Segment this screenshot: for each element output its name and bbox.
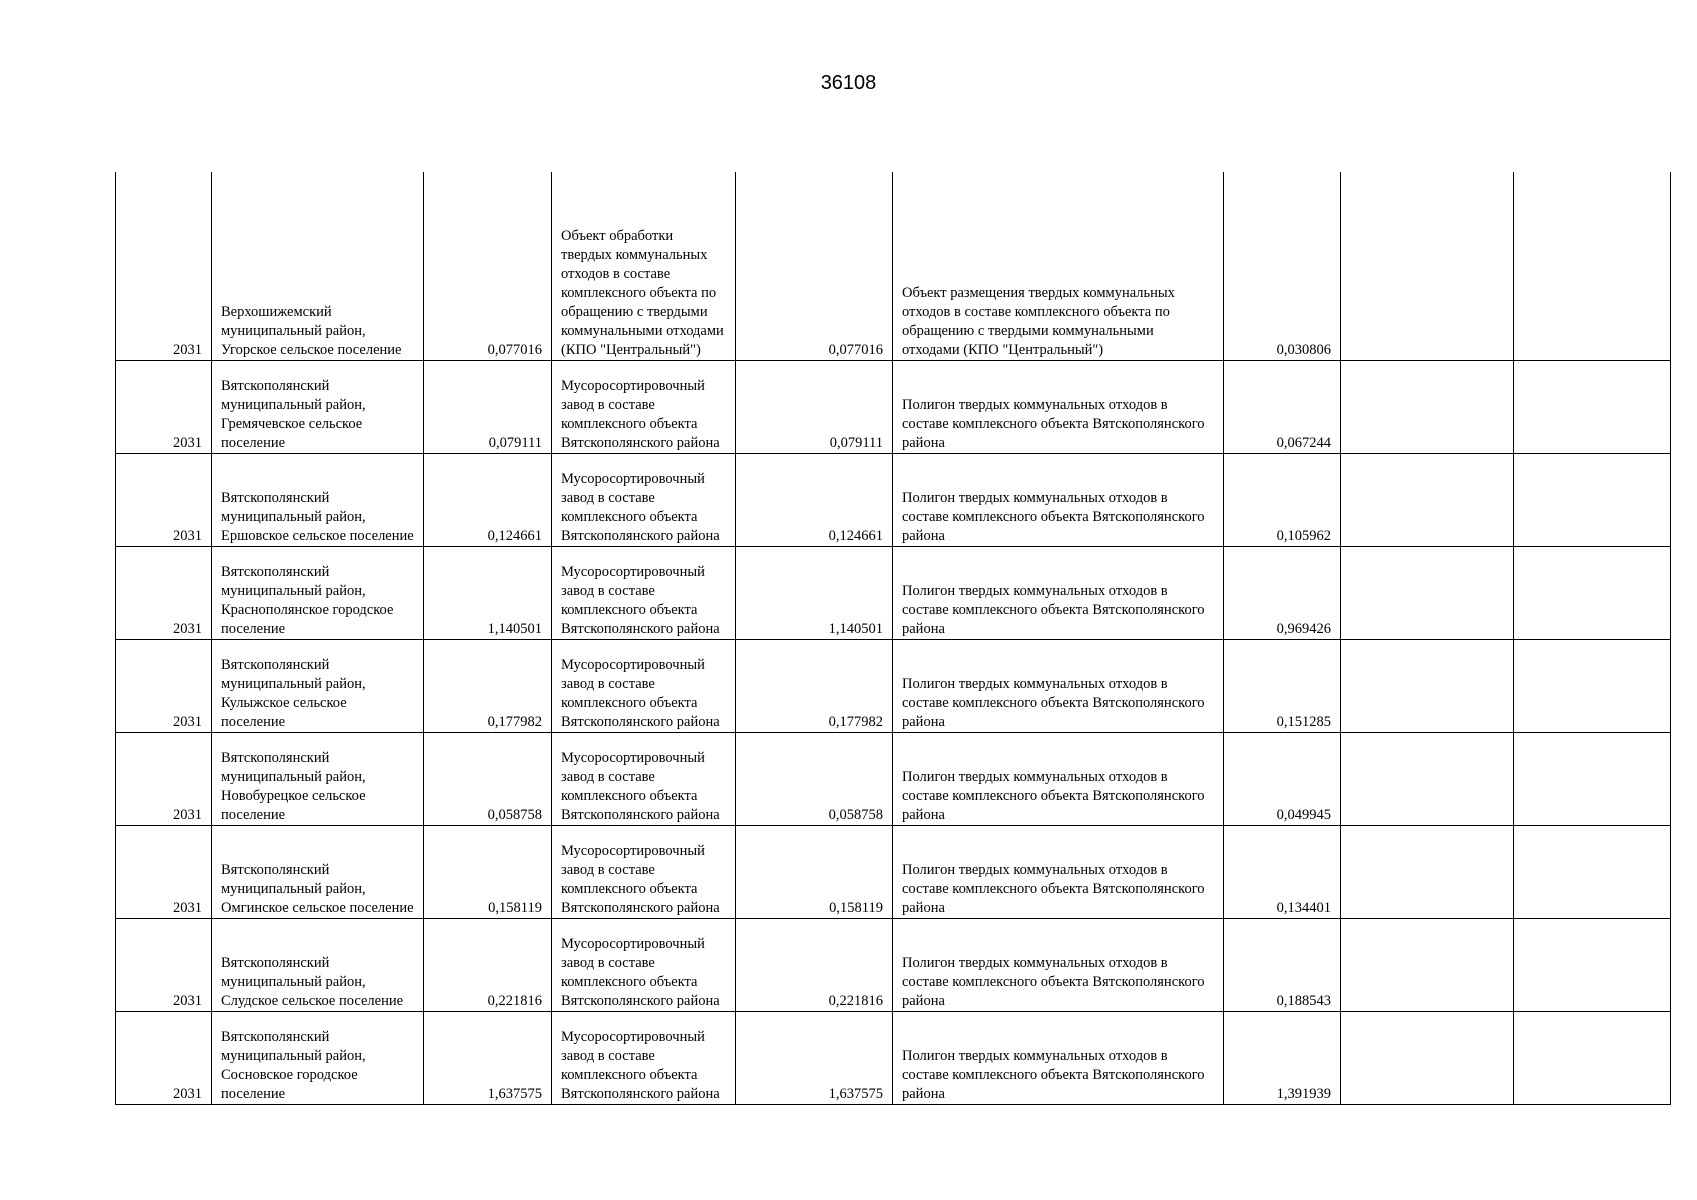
processing-object-cell xyxy=(552,547,736,640)
placement-object-cell xyxy=(893,826,1224,919)
processing-object-name: Мусоросортировочный завод в составе комплексного объекта Вятскополянского района xyxy=(561,1029,720,1102)
municipality-name: Вятскополянский муниципальный район, Краснополянское городское поселение xyxy=(221,564,394,637)
placement-object-cell xyxy=(893,733,1224,826)
year-value: 2031 xyxy=(173,435,202,451)
placement-object-name: Полигон твердых коммунальных отходов в составе комплексного объекта Вятскополянского района xyxy=(902,769,1205,823)
table-body xyxy=(116,172,1671,1105)
mass-processing-cell xyxy=(736,826,893,919)
mass-processing-value: 1,637575 xyxy=(828,1086,883,1102)
municipality-cell xyxy=(212,454,424,547)
year-value: 2031 xyxy=(173,807,202,823)
year-cell xyxy=(116,547,212,640)
empty-cell xyxy=(1341,1012,1514,1105)
processing-object-name: Объект обработки твердых коммунальных отходов в составе комплексного объекта по обращению с твердыми коммунальными отходами (КПО "Центральный") xyxy=(561,228,724,358)
mass-formed-value: 0,079111 xyxy=(488,435,542,451)
table-row xyxy=(116,547,1671,640)
mass-placement-cell xyxy=(1224,547,1341,640)
table-row xyxy=(116,172,1671,361)
mass-processing-cell xyxy=(736,1012,893,1105)
mass-formed-cell xyxy=(424,919,552,1012)
mass-formed-value: 0,158119 xyxy=(488,900,542,916)
mass-processing-cell xyxy=(736,361,893,454)
mass-placement-value: 0,067244 xyxy=(1276,435,1331,451)
empty-cell xyxy=(1514,172,1671,361)
processing-object-name: Мусоросортировочный завод в составе комплексного объекта Вятскополянского района xyxy=(561,471,720,544)
mass-processing-value: 0,077016 xyxy=(828,342,883,358)
mass-placement-value: 0,188543 xyxy=(1276,993,1331,1009)
processing-object-cell xyxy=(552,826,736,919)
empty-cell xyxy=(1341,826,1514,919)
processing-object-cell xyxy=(552,640,736,733)
placement-object-name: Полигон твердых коммунальных отходов в составе комплексного объекта Вятскополянского района xyxy=(902,676,1205,730)
municipality-name: Вятскополянский муниципальный район, Гремячевское сельское поселение xyxy=(221,378,366,451)
year-value: 2031 xyxy=(173,993,202,1009)
empty-cell xyxy=(1514,640,1671,733)
empty-cell xyxy=(1341,547,1514,640)
processing-object-name: Мусоросортировочный завод в составе комплексного объекта Вятскополянского района xyxy=(561,378,720,451)
year-value: 2031 xyxy=(173,1086,202,1102)
mass-formed-cell xyxy=(424,733,552,826)
municipality-cell xyxy=(212,361,424,454)
mass-processing-value: 0,177982 xyxy=(828,714,883,730)
year-cell xyxy=(116,172,212,361)
waste-flow-table xyxy=(115,172,1671,1105)
year-value: 2031 xyxy=(173,900,202,916)
empty-cell xyxy=(1514,454,1671,547)
empty-cell xyxy=(1514,1012,1671,1105)
mass-formed-value: 0,221816 xyxy=(487,993,542,1009)
municipality-name: Вятскополянский муниципальный район, Кулыжское сельское поселение xyxy=(221,657,366,730)
mass-formed-value: 0,124661 xyxy=(487,528,542,544)
empty-cell xyxy=(1514,919,1671,1012)
table-row xyxy=(116,454,1671,547)
mass-formed-cell xyxy=(424,826,552,919)
empty-cell xyxy=(1341,733,1514,826)
placement-object-name: Полигон твердых коммунальных отходов в составе комплексного объекта Вятскополянского района xyxy=(902,1048,1205,1102)
mass-formed-cell xyxy=(424,172,552,361)
processing-object-cell xyxy=(552,733,736,826)
empty-cell xyxy=(1341,640,1514,733)
municipality-name: Вятскополянский муниципальный район, Омгинское сельское поселение xyxy=(221,862,414,916)
municipality-cell xyxy=(212,919,424,1012)
empty-cell xyxy=(1514,361,1671,454)
municipality-cell xyxy=(212,733,424,826)
table-row xyxy=(116,733,1671,826)
year-cell xyxy=(116,361,212,454)
table-row xyxy=(116,826,1671,919)
mass-processing-value: 0,058758 xyxy=(828,807,883,823)
mass-placement-value: 0,049945 xyxy=(1276,807,1331,823)
mass-processing-value: 0,079111 xyxy=(829,435,883,451)
empty-cell xyxy=(1514,547,1671,640)
mass-placement-value: 0,969426 xyxy=(1276,621,1331,637)
table-row xyxy=(116,361,1671,454)
municipality-cell xyxy=(212,640,424,733)
mass-formed-cell xyxy=(424,547,552,640)
mass-placement-value: 0,030806 xyxy=(1276,342,1331,358)
municipality-name: Вятскополянский муниципальный район, Сосновское городское поселение xyxy=(221,1029,366,1102)
empty-cell xyxy=(1341,919,1514,1012)
municipality-cell xyxy=(212,172,424,361)
mass-placement-cell xyxy=(1224,640,1341,733)
municipality-cell xyxy=(212,826,424,919)
placement-object-cell xyxy=(893,361,1224,454)
municipality-name: Вятскополянский муниципальный район, Ершовское сельское поселение xyxy=(221,490,414,544)
mass-formed-value: 0,058758 xyxy=(487,807,542,823)
mass-processing-cell xyxy=(736,454,893,547)
placement-object-name: Полигон твердых коммунальных отходов в составе комплексного объекта Вятскополянского района xyxy=(902,862,1205,916)
mass-processing-value: 1,140501 xyxy=(828,621,883,637)
mass-formed-value: 1,637575 xyxy=(487,1086,542,1102)
placement-object-name: Полигон твердых коммунальных отходов в составе комплексного объекта Вятскополянского района xyxy=(902,955,1205,1009)
empty-cell xyxy=(1341,172,1514,361)
placement-object-name: Объект размещения твердых коммунальных отходов в составе комплексного объекта по обращению с твердыми коммунальными отходами (КПО "Центральный") xyxy=(902,285,1175,358)
empty-cell xyxy=(1341,361,1514,454)
processing-object-name: Мусоросортировочный завод в составе комплексного объекта Вятскополянского района xyxy=(561,936,720,1009)
processing-object-cell xyxy=(552,919,736,1012)
year-cell xyxy=(116,733,212,826)
placement-object-cell xyxy=(893,640,1224,733)
page-number: 36108 xyxy=(820,72,877,94)
table-row xyxy=(116,919,1671,1012)
mass-formed-value: 0,077016 xyxy=(487,342,542,358)
mass-formed-cell xyxy=(424,640,552,733)
processing-object-name: Мусоросортировочный завод в составе комплексного объекта Вятскополянского района xyxy=(561,657,720,730)
processing-object-name: Мусоросортировочный завод в составе комплексного объекта Вятскополянского района xyxy=(561,843,720,916)
mass-placement-cell xyxy=(1224,733,1341,826)
year-value: 2031 xyxy=(173,342,202,358)
empty-cell xyxy=(1341,454,1514,547)
mass-placement-value: 0,134401 xyxy=(1276,900,1331,916)
mass-placement-cell xyxy=(1224,826,1341,919)
processing-object-cell xyxy=(552,172,736,361)
mass-processing-cell xyxy=(736,547,893,640)
municipality-cell xyxy=(212,547,424,640)
mass-placement-value: 0,151285 xyxy=(1276,714,1331,730)
empty-cell xyxy=(1514,826,1671,919)
processing-object-name: Мусоросортировочный завод в составе комплексного объекта Вятскополянского района xyxy=(561,750,720,823)
year-value: 2031 xyxy=(173,621,202,637)
municipality-name: Верхошижемский муниципальный район, Угорское сельское поселение xyxy=(221,304,402,358)
placement-object-name: Полигон твердых коммунальных отходов в составе комплексного объекта Вятскополянского района xyxy=(902,397,1205,451)
mass-processing-cell xyxy=(736,640,893,733)
mass-formed-cell xyxy=(424,454,552,547)
placement-object-name: Полигон твердых коммунальных отходов в составе комплексного объекта Вятскополянского района xyxy=(902,583,1205,637)
table-row xyxy=(116,1012,1671,1105)
processing-object-name: Мусоросортировочный завод в составе комплексного объекта Вятскополянского района xyxy=(561,564,720,637)
placement-object-cell xyxy=(893,172,1224,361)
mass-placement-cell xyxy=(1224,172,1341,361)
mass-formed-cell xyxy=(424,361,552,454)
mass-processing-value: 0,158119 xyxy=(829,900,883,916)
year-cell xyxy=(116,1012,212,1105)
placement-object-name: Полигон твердых коммунальных отходов в составе комплексного объекта Вятскополянского района xyxy=(902,490,1205,544)
mass-placement-cell xyxy=(1224,454,1341,547)
mass-formed-value: 1,140501 xyxy=(487,621,542,637)
placement-object-cell xyxy=(893,454,1224,547)
mass-processing-cell xyxy=(736,919,893,1012)
municipality-cell xyxy=(212,1012,424,1105)
mass-placement-value: 1,391939 xyxy=(1276,1086,1331,1102)
mass-processing-cell xyxy=(736,172,893,361)
year-value: 2031 xyxy=(173,528,202,544)
mass-formed-cell xyxy=(424,1012,552,1105)
mass-processing-value: 0,221816 xyxy=(828,993,883,1009)
empty-cell xyxy=(1514,733,1671,826)
placement-object-cell xyxy=(893,919,1224,1012)
mass-placement-cell xyxy=(1224,919,1341,1012)
mass-placement-cell xyxy=(1224,1012,1341,1105)
municipality-name: Вятскополянский муниципальный район, Слудское сельское поселение xyxy=(221,955,404,1009)
year-cell xyxy=(116,919,212,1012)
year-cell xyxy=(116,454,212,547)
processing-object-cell xyxy=(552,1012,736,1105)
year-value: 2031 xyxy=(173,714,202,730)
mass-processing-value: 0,124661 xyxy=(828,528,883,544)
mass-formed-value: 0,177982 xyxy=(487,714,542,730)
placement-object-cell xyxy=(893,547,1224,640)
year-cell xyxy=(116,640,212,733)
mass-placement-value: 0,105962 xyxy=(1276,528,1331,544)
table-row xyxy=(116,640,1671,733)
mass-processing-cell xyxy=(736,733,893,826)
mass-placement-cell xyxy=(1224,361,1341,454)
processing-object-cell xyxy=(552,361,736,454)
municipality-name: Вятскополянский муниципальный район, Новобурецкое сельское поселение xyxy=(221,750,366,823)
processing-object-cell xyxy=(552,454,736,547)
placement-object-cell xyxy=(893,1012,1224,1105)
year-cell xyxy=(116,826,212,919)
